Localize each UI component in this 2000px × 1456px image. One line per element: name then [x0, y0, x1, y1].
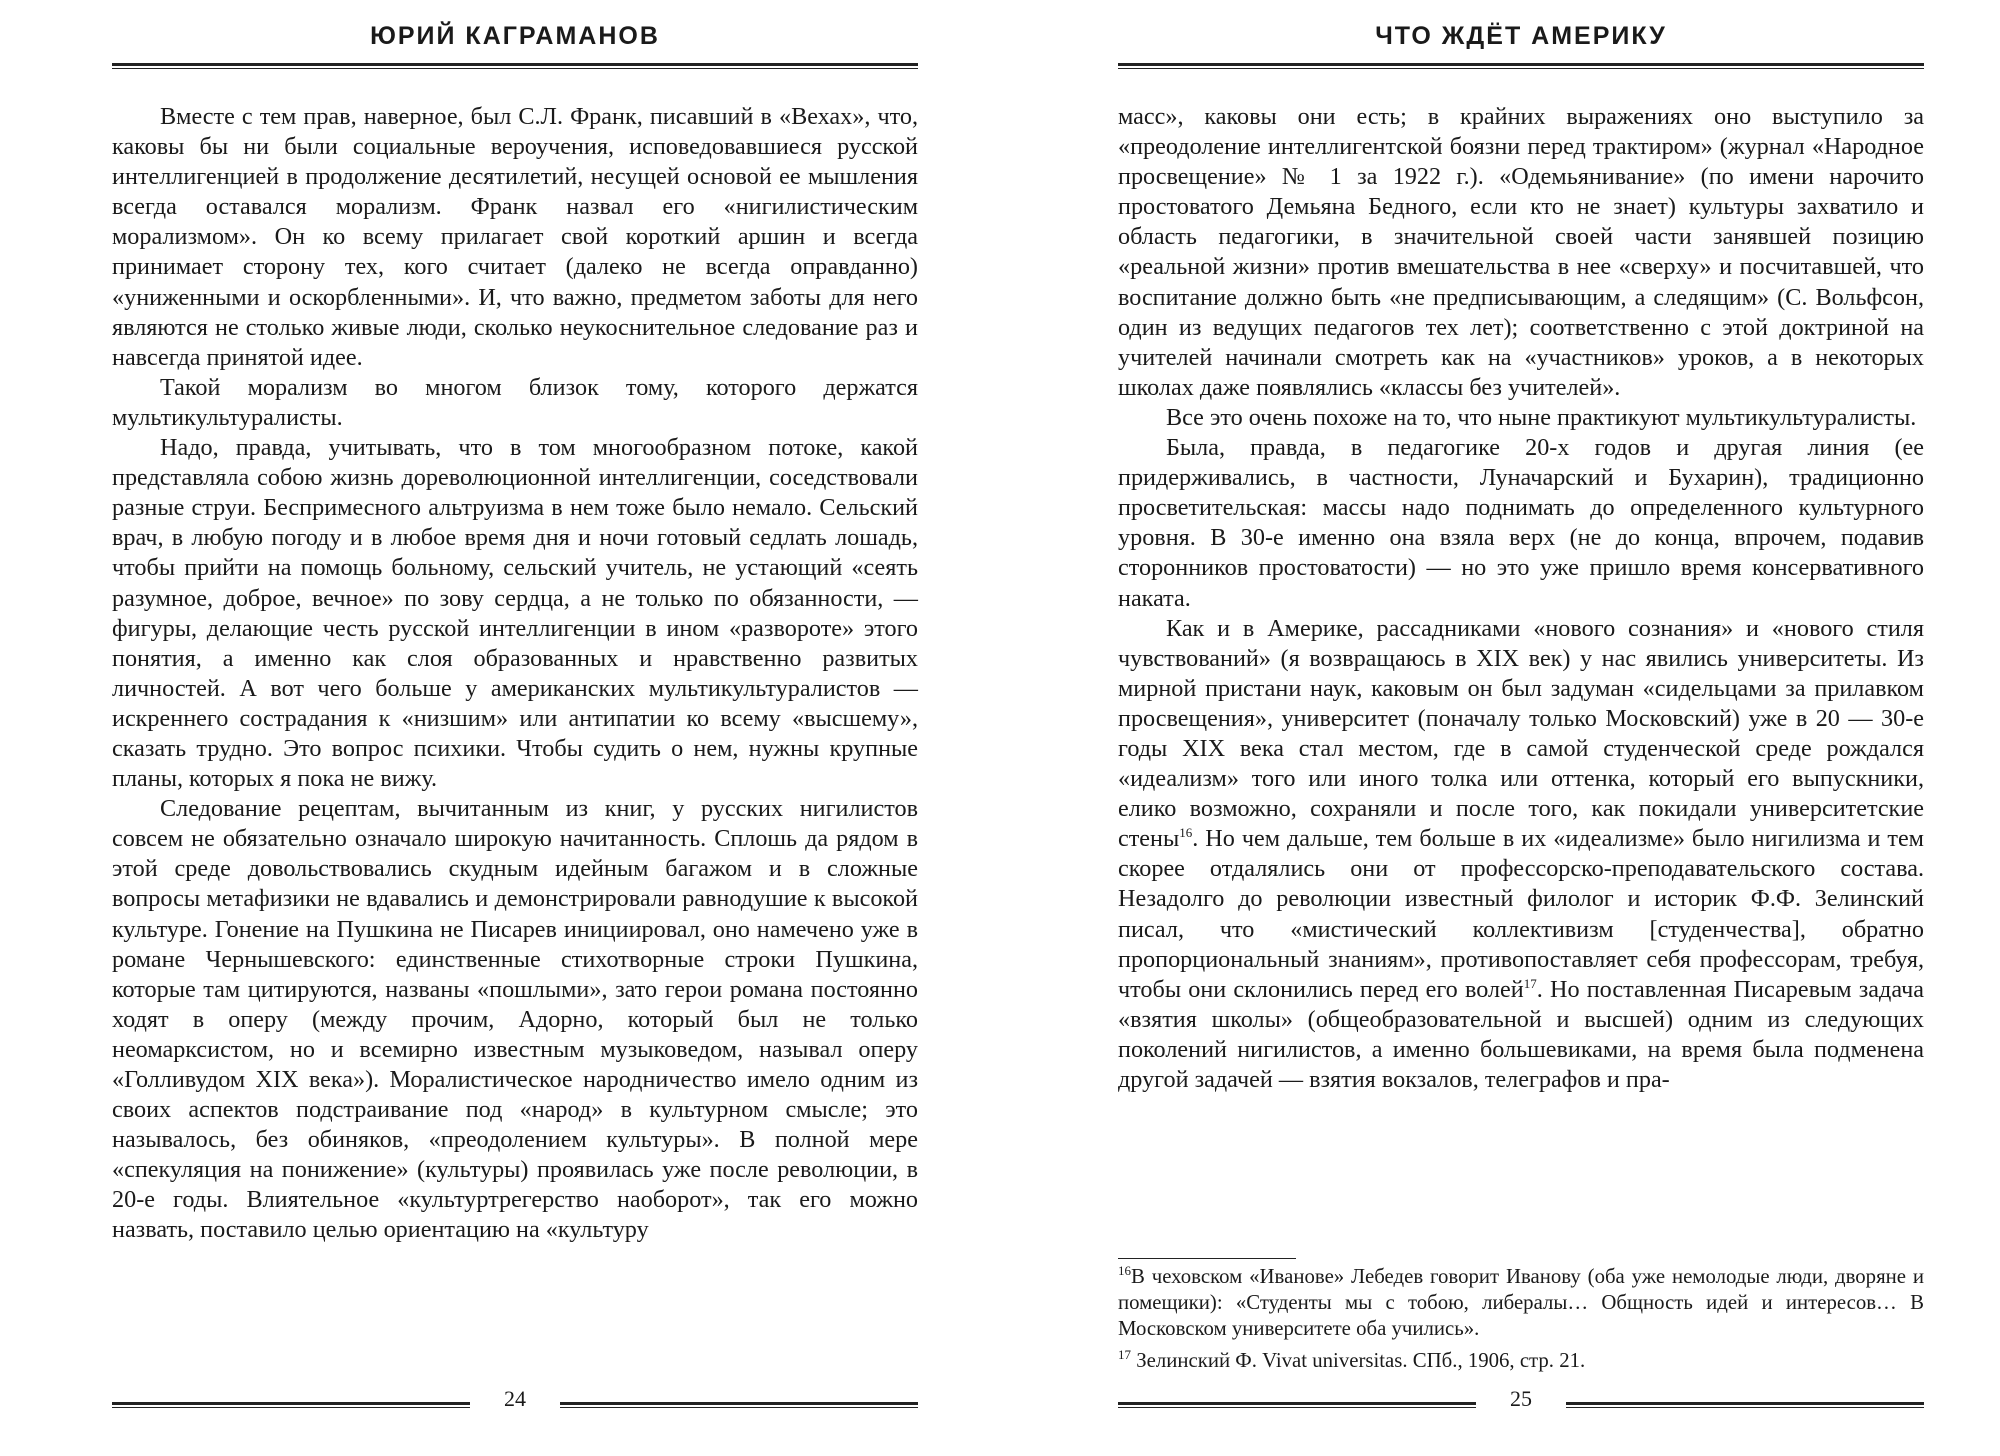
paragraph	[1118, 614, 1924, 1096]
left-page-body	[112, 102, 918, 1246]
paragraph: Надо, правда, учитывать, что в том многообразном потоке, какой представляла собою жизнь дореволюционной интеллигенции, соседствовали разные струи. Беспримесного альтруизма в нем тоже было немало. Сельский врач, в любую погоду и в любое время дня и ночи готовый седлать лошадь, чтобы прийти на помощь больному, сельский учитель, не устающий «сеять разумное, доброе, вечное» по зову сердца, а не только по обязанности, — фигуры, делающие честь русской интеллигенции в ином «развороте» этого понятия, а именно как слоя образованных и нравственно развитых личностей. А вот чего больше у американских мультикультуралистов — искреннего сострадания к «низшим» или антипатии ко всему «высшему», сказать трудно. Это вопрос психики. Чтобы судить о нем, нужны крупные планы, которых я пока не вижу.	[112, 434, 918, 793]
footnote	[1118, 1348, 1924, 1374]
footnote-separator	[1118, 1258, 1296, 1259]
paragraph-text: Как и в Америке, рассадниками «нового сознания» и «нового стиля чувствований» (я возвращаюсь в XIX век) у нас явились университеты. Из мирной пристани наук, каковым он был задуман «сидельцами за прилавком просвещения», университет (поначалу только Московский) уже в 20 — 30-е годы XIX века стал местом, где в самой студенческой среде рождался «идеализм» того или иного толка или оттенка, который его выпускники, елико возможно, сохраняли и после того, как покидали университетские стены	[1118, 614, 1924, 853]
footnote	[1118, 1264, 1924, 1342]
header-rule	[1118, 63, 1924, 69]
footnote-ref: 16	[1179, 825, 1193, 841]
paragraph: Была, правда, в педагогике 20-х годов и другая линия (ее придерживались, в частности, Луначарский и Бухарин), традиционно просветительская: массы надо поднимать до определенного культурного уровня. В 30-е именно она взяла верх (не до конца, впрочем, подавив сторонников простоватости) — но это уже пришло время консервативного наката.	[1118, 434, 1924, 612]
paragraph-text: . Но поставленная Писаревым задача «взятия школы» (общеобразовательной и высшей) одним из следующих поколений нигилистов, а именно большевиками, на время была подменена другой задачей — взятия вокзалов, телеграфов и пра-	[1118, 975, 1924, 1093]
page-footer	[1118, 1386, 1924, 1416]
footer-rule-right	[1566, 1402, 1924, 1408]
footnote-ref: 17	[1523, 975, 1537, 991]
footnotes	[1118, 1264, 1924, 1380]
paragraph: Следование рецептам, вычитанным из книг, у русских нигилистов совсем не обязательно означало широкую начитанность. Сплошь да рядом в этой среде довольствовались скудным идейным багажом и в сложные вопросы метафизики не вдавались и демонстрировали равнодушие к высокой культуре. Гонение на Пушкина не Писарев инициировал, оно намечено уже в романе Чернышевского: единственные стихотворные строки Пушкина, которые там цитируются, названы «пошлыми», зато герои романа постоянно ходят в оперу (между прочим, Адорно, который был не только неомарксистом, но и всемирно известным музыковедом, называл оперу «Голливудом XIX века»). Моралистическое народничество имело одним из своих аспектов подстраивание под «народ» в культурном смысле; это называлось, без обиняков, «преодолением культуры». В полной мере «спекуляция на понижение» (культуры) проявилась уже после революции, в 20-е годы. Влиятельное «культуртрегерство наоборот», так его можно назвать, поставило целью ориентацию на «культуру	[112, 795, 918, 1244]
running-head-author: ЮРИЙ КАГРАМАНОВ	[370, 22, 660, 50]
paragraph-text: . Но чем дальше, тем больше в их «идеализме» было нигилизма и тем скорее отдалялись они от профессорско-преподавательского состава. Незадолго до революции известный филолог и историк Ф.Ф. Зелинский писал, что «мистический коллективизм [студенчества], обратно пропорциональный знаниям», противопоставляет себя профессорам, требуя, чтобы они склонились перед его волей	[1118, 825, 1924, 1003]
right-page	[1118, 0, 1924, 1456]
paragraph-continued: масс», каковы они есть; в крайних выражениях оно выступило за «преодоление интеллигентской боязни перед трактиром» (журнал «Народное просвещение» № 1 за 1922 г.). «Одемьянивание» (по имени нарочито простоватого Демьяна Бедного, если кто не знает) культуры захватило и область педагогики, в значительной своей части занявшей позицию «реальной жизни» против вмешательства в нее «сверху» и посчитавшей, что воспитание должно быть «не предписывающим, а следящим» (С. Вольфсон, один из ведущих педагогов тех лет); соответственно с этой доктриной на учителей начинали смотреть как на «участников» уроков, а в некоторых школах даже появлялись «классы без учителей».	[1118, 103, 1924, 401]
page-number: 24	[504, 1386, 526, 1411]
header-rule	[112, 63, 918, 69]
footnote-text: Зелинский Ф. Vivat universitas. СПб., 1906, стр. 21.	[1136, 1349, 1586, 1372]
paragraph: Вместе с тем прав, наверное, был С.Л. Франк, писавший в «Вехах», что, каковы бы ни были социальные вероучения, исповедовавшиеся русской интеллигенцией в продолжение десятилетий, несущей основой ее мышления всегда оставался морализм. Франк назвал его «нигилистическим морализмом». Он ко всему прилагает свой короткий аршин и всегда принимает сторону тех, кого считает (далеко не всегда оправданно) «униженными и оскорбленными». И, что важно, предметом заботы для него являются не столько живые люди, сколько неукоснительное следование раз и навсегда принятой идее.	[112, 103, 918, 371]
right-page-body	[1118, 102, 1924, 1095]
running-head-title: ЧТО ЖДЁТ АМЕРИКУ	[1375, 22, 1667, 50]
footer-rule-right	[560, 1402, 918, 1408]
page-footer	[112, 1386, 918, 1416]
left-page	[112, 0, 918, 1456]
footnote-text: В чеховском «Иванове» Лебедев говорит Иванову (оба уже немолодые люди, дворяне и помещики): «Студенты мы с тобою, либералы… Общность идей и интересов… В Московском университете оба учились».	[1118, 1265, 1924, 1340]
paragraph: Все это очень похоже на то, что ныне практикуют мультикультуралисты.	[1166, 403, 1917, 431]
footer-rule-left	[112, 1402, 470, 1408]
paragraph: Такой морализм во многом близок тому, которого держатся мультикультуралисты.	[112, 373, 918, 431]
footer-rule-left	[1118, 1402, 1476, 1408]
page-number: 25	[1510, 1386, 1532, 1411]
footnote-number: 16	[1118, 1263, 1131, 1279]
footnote-number: 17	[1118, 1347, 1131, 1363]
